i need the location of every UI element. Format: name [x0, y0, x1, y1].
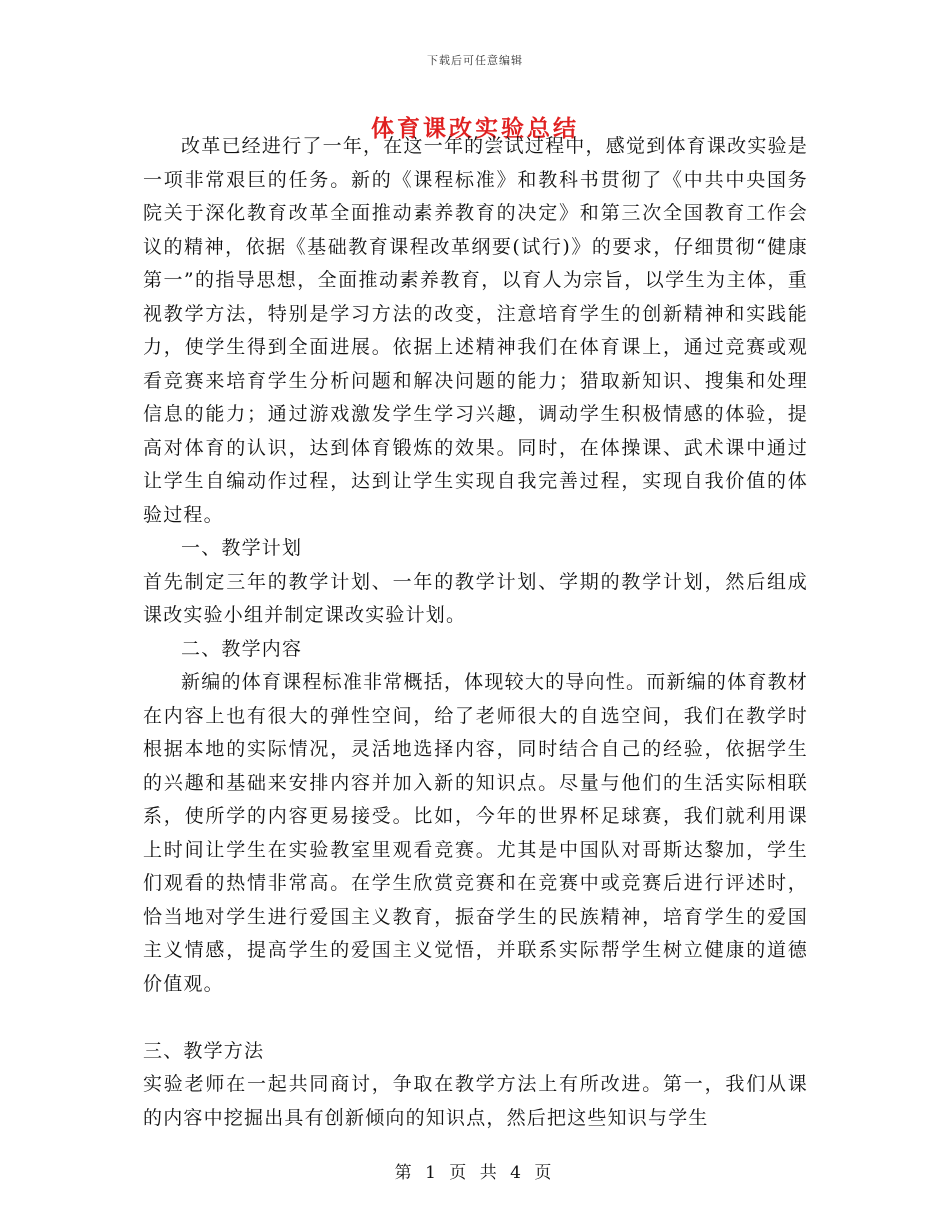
- section-heading-teaching-plan: 一、教学计划: [181, 537, 303, 559]
- section-heading-teaching-content: 二、教学内容: [181, 637, 303, 660]
- section-body-teaching-content: 新编的体育课程标准非常概括，体现较大的导向性。而新编的体育教材在内容上也有很大的弹性空间，给了老师很大的自选空间，我们在教学时根据本地的实际情况，灵活地选择内容，同时结合自己的经验，依据学生的兴趣和基础来安排内容并加入新的知识点。尽量与他们的生活实际相联系，使所学的内容更易接受。比如，今年的世界杯足球赛，我们就利用课上时间让学生在实验教室里观看竞赛。尤其是中国队对哥斯达黎加，学生们观看的热情非常高。在学生欣赏竞赛和在竞赛中或竞赛后进行评述时，恰当地对学生进行爱国主义教育，振奋学生的民族精神，培育学生的爱国主义情感，提高学生的爱国主义觉悟，并联系实际帮学生树立健康的道德价值观。: [143, 671, 808, 995]
- section-body-teaching-method: 实验老师在一起共同商讨，争取在教学方法上有所改进。第一，我们从课的内容中挖掘出具有创新倾向的知识点，然后把这些知识与学生: [143, 1073, 808, 1129]
- document-body: [143, 130, 808, 1135]
- blank-line: [143, 1001, 808, 1035]
- page-number-footer: 第 1 页 共 4 页: [394, 1163, 556, 1183]
- intro-paragraph: 改革已经进行了一年，在这一年的尝试过程中，感觉到体育课改实验是一项非常艰巨的任务。新的《课程标准》和教科书贯彻了《中共中央国务院关于深化教育改革全面推动素养教育的决定》和第三次全国教育工作会议的精神，依据《基础教育课程改革纲要(试行)》的要求，仔细贯彻“健康第一”的指导思想，全面推动素养教育，以育人为宗旨，以学生为主体，重视教学方法，特别是学习方法的改变，注意培育学生的创新精神和实践能力，使学生得到全面进展。依据上述精神我们在体育课上，通过竞赛或观看竞赛来培育学生分析问题和解决问题的能力；猎取新知识、搜集和处理信息的能力；通过游戏激发学生学习兴趣，调动学生积极情感的体验，提高对体育的认识，达到体育锻炼的效果。同时，在体操课、武术课中通过让学生自编动作过程，达到让学生实现自我完善过程，实现自我价值的体验过程。: [143, 135, 808, 526]
- section-body-teaching-plan: 首先制定三年的教学计划、一年的教学计划、学期的教学计划，然后组成课改实验小组并制定课改实验计划。: [143, 570, 808, 626]
- header-note: 下载后可任意编辑: [427, 54, 523, 67]
- document-title: 体育课改实验总结: [371, 115, 579, 142]
- section-heading-teaching-method: 三、教学方法: [143, 1039, 265, 1062]
